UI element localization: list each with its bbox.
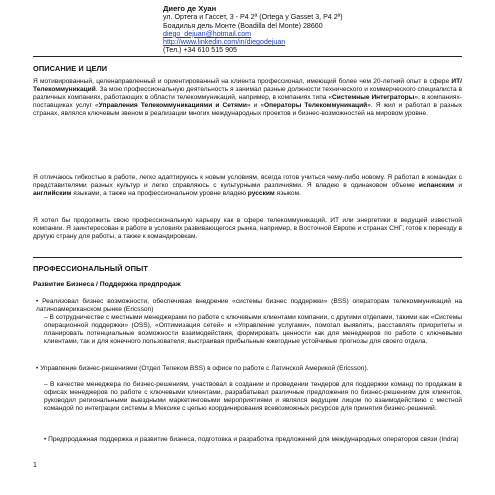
phone-line: (Тел.) +34 610 515 905 [163,46,237,55]
address-line: ул. Ортега и Гассет, 3 - Р4 2ª (Ortega y Gasset 3, P4 2ª) [163,13,343,22]
experience-heading: ПРОФЕССИОНАЛЬНЫЙ ОПЫТ [33,264,148,273]
contact-header [163,5,463,55]
person-name: Диего де Хуан [163,4,217,13]
experience-item-2: • Управление бизнес-решениями (Отдел Телеком BSS) в офисе по работе с Латинской Америкой (Ericsson). [36,365,369,372]
objective-heading: ОПИСАНИЕ И ЦЕЛИ [33,64,108,73]
city-line: Боадилья дель Монте (Boadilla del Monte) 28660 [163,21,323,30]
header-divider [33,56,462,57]
objective-paragraph-1: Я мотивированный, целенаправленный и ориентированный на клиента профессионал, имеющий более чем 20-летний опыт в сфере ИТ/Телекоммуникаций. За мою профессиональную деятельность я занимал разные должности технического и коммерческого специалиста в различных компаниях, работающих в области телекоммуникаций, например, в компаниях типа «Системные Интеграторы», в компаниях-поставщиках услуг «Управления Телекоммуникациями и Сетями» и «Операторы Телекоммуникаций». Я жил и работал в разных странах, являлся ключевым звеном в реализации многих международных проектов и бизнес-возможностей на мировом уровне. [33,78,463,117]
experience-item-1: • Реализовал бизнес возможности, обеспечивая внедрение «системы бизнес поддержки» (BSS) операторам телекоммуникаций на латиноамериканском рынке (Ericsson) [36,298,462,313]
experience-item-3: • Предпродажная поддержка и развитие бизнеса, подготовка и разработка предложений для международных операторов связи (Indra) [44,436,459,443]
objective-paragraph-2: Я отличаюсь гибкостью в работе, легко адаптируюсь к новым условиям, всегда готов учиться чему-либо новому. Я работал в командах с представителями разных культур и легко справляюсь с культурными различиями. Я владею в одинаковом объеме испанским и английским языками, а также на профессиональном уровне владею русским языком. [33,174,463,197]
objective-paragraph-3: Я хотел бы продолжить свою профессиональную карьеру как в сфере телекоммуникаций, ИТ или энергетики в ведущей известной компании. Я заинтересован в работе в условиях развивающегося рынка, например, в Восточной Европе и странах СНГ; готов к переезду в другую страну для работы, а также к командировкам. [33,217,462,240]
linkedin-link[interactable]: http://www.linkedin.com/in/diegodejuan [163,38,286,47]
section-divider [33,257,462,258]
experience-item-1-detail: – В сотрудничестве с местными менеджерами по работе с ключевыми клиентами компании, с другими отделами, такими как «Системы операционной поддержки» (OSS), «Оптимизация сетей» и «Управление услугами», помогал выявлять, расставлять приоритеты и планировать потенциальные возможности взаимодействия, формировать ценности как для менеджеров по работе с ключевыми клиентами, так и для конечного пользователя, выстраивая прибыльные ежегодные устойчивые прогнозы для своего отдела. [44,314,462,345]
email-link[interactable]: diego_dejuan@hotmail.com [163,29,252,38]
experience-subheading: Развитие Бизнеса / Поддержка предпродаж [33,281,181,288]
experience-item-2-detail: – В качестве менеджера по бизнес-решениям, участвовал в создании и проведении тендеров для поддержки команд по продажам в офисах менеджеров по работе с ключевыми клиентами, разрабатывал различные предложения по бизнес-решениям для клиентов, руководил региональными выездными маркетинговыми мероприятиями и являлся ведущим лицом по взаимодействию с местной командой по интеграции системы в Мексике с целью координирования всевозможных ресурсов для принятия бизнес-решений. [44,381,462,412]
page-number: 1 [33,462,37,469]
